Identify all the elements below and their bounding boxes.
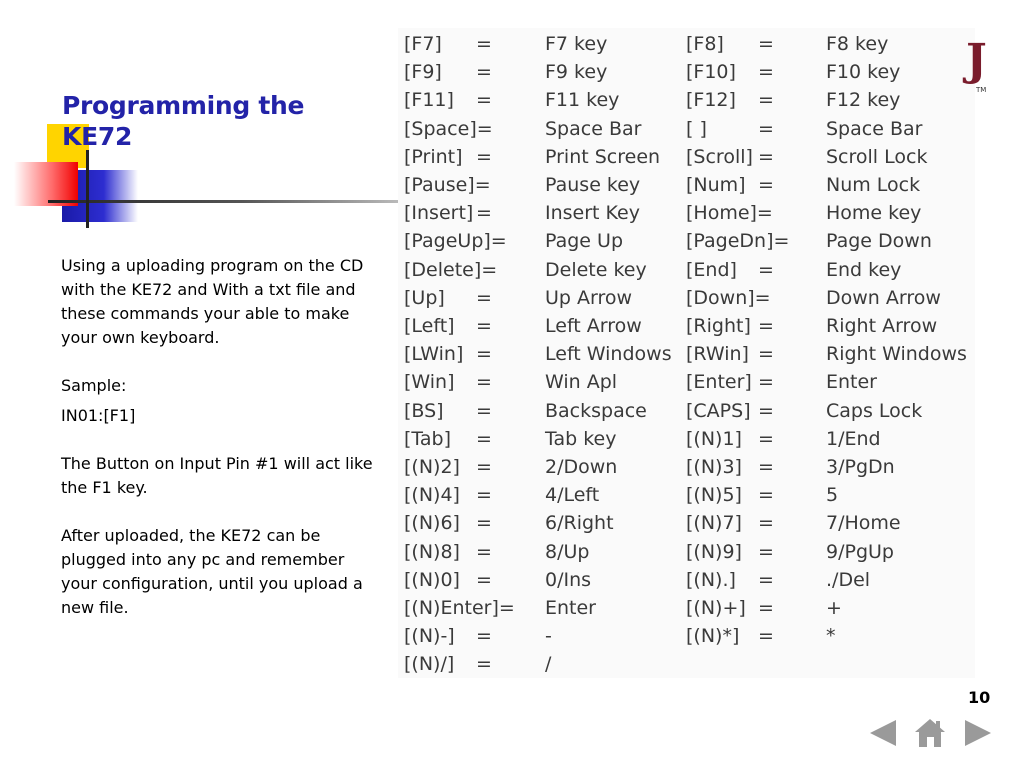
key-row [398, 115, 975, 143]
key-cell-e1: = [476, 33, 492, 55]
key-cell-e1: = [476, 202, 492, 225]
key-cell-v2: ./Del [826, 568, 871, 591]
key-cell-k2: [Home]= [686, 202, 773, 225]
home-slide-button[interactable] [914, 716, 946, 750]
key-row [398, 284, 975, 312]
key-cell-v1: Left Arrow [545, 315, 642, 337]
key-cell-k2: [End] [686, 258, 737, 281]
key-cell-v1: F9 key [545, 61, 608, 84]
key-cell-e1: = [476, 625, 492, 648]
key-cell-k2: [Enter] [686, 371, 752, 394]
key-row [398, 538, 975, 566]
key-cell-v2: Enter [826, 371, 877, 394]
key-cell-e1: = [476, 61, 492, 84]
key-cell-e1: = [476, 89, 492, 112]
key-cell-k2: [CAPS] [686, 399, 751, 422]
key-cell-v2: Space Bar [826, 117, 923, 140]
key-cell-v1: / [545, 653, 552, 676]
key-cell-e2: = [758, 117, 774, 140]
key-cell-k1: [F11] [404, 89, 454, 112]
key-cell-k2: [ ] [686, 117, 707, 140]
key-cell-e2: = [758, 89, 774, 112]
key-cell-e1: = [476, 427, 492, 450]
key-cell-v1: Up Arrow [545, 286, 633, 309]
key-cell-k2: [F12] [686, 89, 736, 112]
key-cell-k1: [Insert] [404, 202, 474, 225]
key-row [398, 86, 975, 114]
key-cell-e1: = [476, 286, 492, 309]
key-cell-k1: [(N)4] [404, 484, 460, 507]
key-cell-k2: [Num] [686, 174, 746, 196]
brand-logo: J [966, 35, 987, 86]
key-cell-e2: = [758, 484, 774, 507]
key-cell-k2: [Right] [686, 315, 751, 337]
key-cell-e2: = [758, 568, 774, 591]
key-cell-v2: Right Windows [826, 343, 967, 366]
key-cell-v2: Page Down [826, 230, 932, 253]
key-cell-e1: = [476, 484, 492, 507]
key-cell-v1: Insert Key [545, 202, 640, 225]
key-cell-e2: = [758, 258, 774, 281]
key-cell-v1: Page Up [545, 230, 624, 253]
key-cell-v2: F10 key [826, 61, 901, 84]
sample-label: Sample: [61, 376, 127, 395]
key-row [398, 227, 975, 255]
key-row [398, 30, 975, 58]
key-cell-k2: [(N)*] [686, 625, 740, 648]
key-cell-v2: Home key [826, 202, 922, 225]
key-cell-k2: [RWin] [686, 343, 749, 366]
key-cell-k2: [Down]= [686, 286, 771, 309]
key-cell-e1: = [476, 540, 492, 563]
key-cell-k1: [Print] [404, 145, 463, 168]
key-cell-v2: 3/PgDn [826, 456, 895, 478]
key-row [398, 58, 975, 86]
key-cell-k2: [(N)9] [686, 540, 742, 563]
key-cell-k2: [PageDn]= [686, 230, 790, 253]
after-upload-paragraph: After uploaded, the KE72 can be plugged into any pc and remember your configuration, until you upload a new file. [61, 526, 363, 617]
key-cell-k1: [Pause]= [404, 174, 491, 196]
intro-paragraph: Using a uploading program on the CD with the KE72 and With a txt file and these commands your able to make your own keyboard. [61, 256, 364, 347]
trademark-mark: TM [976, 86, 987, 94]
key-cell-v1: Win Apl [545, 371, 618, 394]
key-cell-e2: = [758, 427, 774, 450]
slide-body [61, 254, 381, 620]
key-cell-k2: [(N)5] [686, 484, 742, 507]
key-cell-e2: = [758, 33, 774, 55]
key-cell-e2: = [758, 343, 774, 366]
key-cell-k1: [Up] [404, 286, 445, 309]
triangle-right-icon [963, 716, 993, 750]
key-cell-v1: 2/Down [545, 456, 618, 478]
key-cell-v1: Enter [545, 597, 596, 619]
sample-code: IN01:[F1] [61, 406, 136, 425]
key-cell-v2: Down Arrow [826, 286, 941, 309]
key-cell-k1: [(N)8] [404, 540, 460, 563]
key-cell-k2: [(N)1] [686, 427, 742, 450]
previous-slide-button[interactable] [868, 716, 898, 750]
key-cell-e2: = [758, 540, 774, 563]
key-cell-v2: Caps Lock [826, 399, 923, 422]
key-cell-k1: [(N)0] [404, 568, 460, 591]
key-cell-k2: [F8] [686, 33, 724, 55]
vertical-rule-decoration [86, 150, 89, 228]
key-row [398, 171, 975, 199]
key-cell-e1: = [476, 653, 492, 676]
key-cell-v2: + [826, 597, 842, 619]
key-cell-v2: Num Lock [826, 174, 921, 196]
key-cell-e2: = [758, 315, 774, 337]
key-cell-v1: Pause key [545, 174, 641, 196]
key-cell-e1: = [476, 145, 492, 168]
key-cell-e1: = [476, 343, 492, 366]
key-cell-k1: [Left] [404, 315, 455, 337]
key-row [398, 143, 975, 171]
key-row [398, 650, 975, 678]
key-row [398, 425, 975, 453]
key-row [398, 481, 975, 509]
key-cell-v2: F12 key [826, 89, 901, 112]
slide-title: Programming the KE72 [62, 91, 305, 151]
key-cell-e1: = [476, 512, 492, 535]
key-cell-k1: [Win] [404, 371, 455, 394]
key-cell-v2: Right Arrow [826, 315, 938, 337]
key-row [398, 453, 975, 481]
key-cell-e2: = [758, 371, 774, 394]
key-cell-v1: Delete key [545, 258, 647, 281]
key-cell-k1: [BS] [404, 399, 444, 422]
key-row [398, 397, 975, 425]
house-icon [914, 716, 946, 750]
key-cell-e1: = [476, 315, 492, 337]
key-cell-k1: [Tab] [404, 427, 451, 450]
next-slide-button[interactable] [963, 716, 993, 750]
key-cell-k2: [F10] [686, 61, 736, 84]
key-cell-v1: 6/Right [545, 512, 614, 535]
key-cell-k1: [(N)/] [404, 653, 455, 676]
key-cell-k1: [Space]= [404, 117, 493, 140]
key-cell-v1: Space Bar [545, 117, 642, 140]
key-cell-k1: [LWin] [404, 343, 464, 366]
key-cell-e2: = [758, 597, 774, 619]
button-description: The Button on Input Pin #1 will act like the F1 key. [61, 454, 373, 497]
key-cell-k1: [(N)6] [404, 512, 460, 535]
key-row [398, 256, 975, 284]
page-number: 10 [968, 688, 991, 707]
key-cell-k1: [F7] [404, 33, 442, 55]
key-cell-v1: Tab key [545, 427, 617, 450]
key-cell-v2: 9/PgUp [826, 540, 894, 563]
key-cell-k2: [Scroll] [686, 145, 753, 168]
key-cell-v1: 8/Up [545, 540, 590, 563]
key-cell-v2: 5 [826, 484, 839, 507]
key-cell-k2: [(N).] [686, 568, 736, 591]
key-cell-v2: End key [826, 258, 902, 281]
key-row [398, 340, 975, 368]
key-row [398, 509, 975, 537]
key-cell-e2: = [758, 512, 774, 535]
key-row [398, 368, 975, 396]
key-cell-v2: * [826, 625, 836, 648]
key-row [398, 199, 975, 227]
key-row [398, 594, 975, 622]
key-cell-k2: [(N)7] [686, 512, 742, 535]
key-cell-e2: = [758, 61, 774, 84]
key-cell-k1: [(N)Enter]= [404, 597, 515, 619]
key-cell-v1: F7 key [545, 33, 608, 55]
key-cell-e2: = [758, 399, 774, 422]
key-mapping-table [398, 28, 975, 678]
key-cell-k2: [(N)+] [686, 597, 746, 619]
key-cell-k1: [(N)-] [404, 625, 455, 648]
key-cell-e2: = [758, 145, 774, 168]
key-cell-v1: Left Windows [545, 343, 672, 366]
key-cell-e2: = [758, 174, 774, 196]
key-row [398, 622, 975, 650]
key-row [398, 312, 975, 340]
horizontal-rule-decoration [48, 200, 400, 203]
key-cell-v1: Print Screen [545, 145, 661, 168]
key-cell-v2: 1/End [826, 427, 881, 450]
key-cell-v1: - [545, 625, 552, 648]
key-cell-k1: [F9] [404, 61, 442, 84]
key-cell-k1: [Delete]= [404, 258, 498, 281]
key-cell-e1: = [476, 568, 492, 591]
key-cell-k1: [(N)2] [404, 456, 460, 478]
key-cell-v2: F8 key [826, 33, 889, 55]
key-cell-v2: 7/Home [826, 512, 901, 535]
triangle-left-icon [868, 716, 898, 750]
key-cell-v1: F11 key [545, 89, 620, 112]
key-cell-v1: 4/Left [545, 484, 600, 507]
key-cell-v2: Scroll Lock [826, 145, 928, 168]
key-cell-e2: = [758, 625, 774, 648]
key-cell-e1: = [476, 371, 492, 394]
key-cell-e1: = [476, 456, 492, 478]
key-cell-e1: = [476, 399, 492, 422]
key-cell-k1: [PageUp]= [404, 230, 507, 253]
key-row [398, 566, 975, 594]
key-cell-e2: = [758, 456, 774, 478]
key-cell-k2: [(N)3] [686, 456, 742, 478]
key-cell-v1: 0/Ins [545, 568, 592, 591]
key-cell-v1: Backspace [545, 399, 647, 422]
